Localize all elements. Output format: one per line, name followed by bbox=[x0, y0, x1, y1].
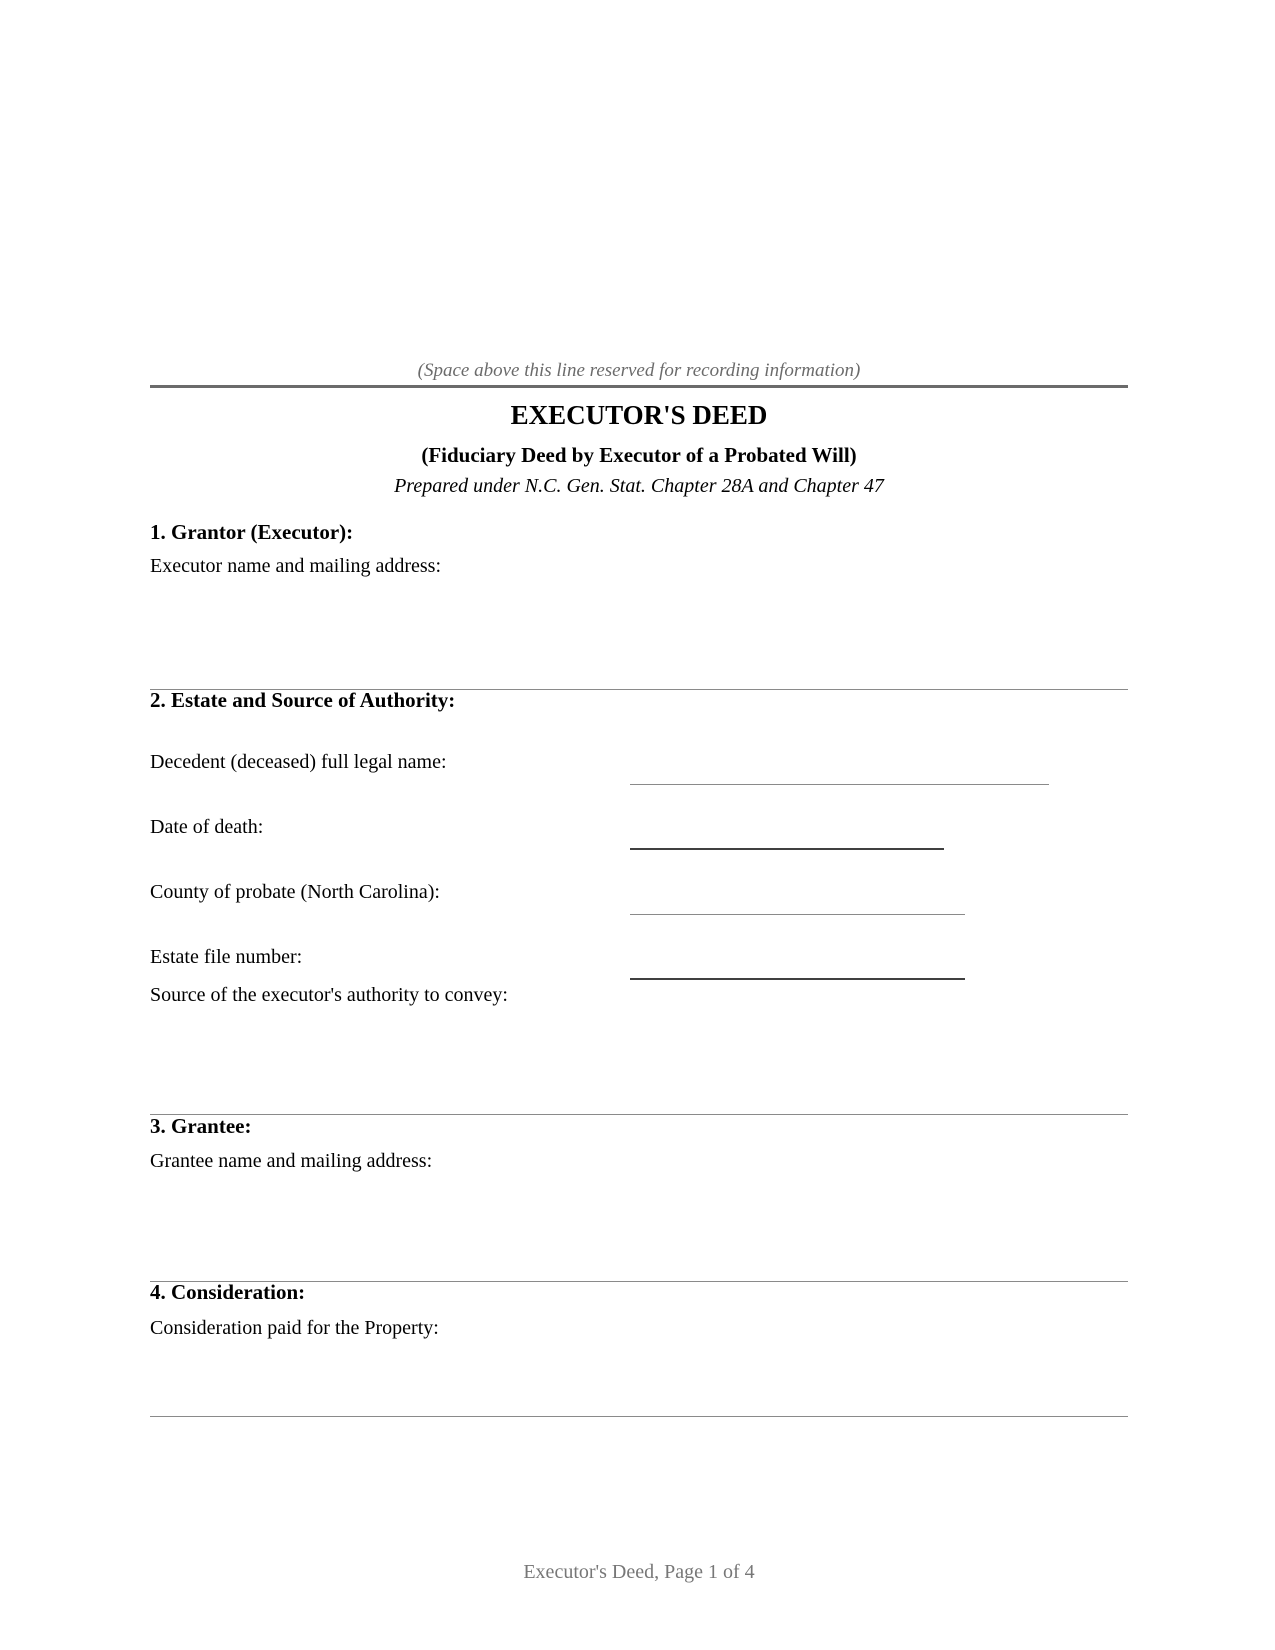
document-subtitle: (Fiduciary Deed by Executor of a Probated Will) bbox=[421, 443, 857, 467]
authority-source-label: Source of the executor's authority to convey: bbox=[150, 984, 508, 1006]
estate-heading: 2. Estate and Source of Authority: bbox=[150, 688, 456, 712]
date-of-death-fill-line[interactable] bbox=[630, 848, 944, 850]
date-of-death-label: Date of death: bbox=[150, 816, 264, 838]
estate-file-number-fill-line[interactable] bbox=[630, 978, 965, 980]
recording-divider bbox=[150, 385, 1128, 388]
grantor-heading: 1. Grantor (Executor): bbox=[150, 520, 354, 544]
statute-reference: Prepared under N.C. Gen. Stat. Chapter 28A and Chapter 47 bbox=[394, 475, 884, 497]
estate-file-number-label: Estate file number: bbox=[150, 946, 303, 968]
estate-section-rule bbox=[150, 1114, 1128, 1115]
decedent-name-label: Decedent (deceased) full legal name: bbox=[150, 751, 447, 773]
consideration-heading: 4. Consideration: bbox=[150, 1280, 306, 1304]
decedent-name-fill-line[interactable] bbox=[630, 784, 1049, 785]
consideration-label: Consideration paid for the Property: bbox=[150, 1317, 439, 1339]
page-footer: Executor's Deed, Page 1 of 4 bbox=[523, 1561, 755, 1583]
county-of-probate-label: County of probate (North Carolina): bbox=[150, 881, 440, 903]
county-of-probate-fill-line[interactable] bbox=[630, 914, 965, 915]
executor-address-label: Executor name and mailing address: bbox=[150, 555, 442, 577]
document-title: EXECUTOR'S DEED bbox=[510, 400, 768, 430]
recording-space-note: (Space above this line reserved for recording information) bbox=[417, 360, 861, 381]
consideration-section-rule bbox=[150, 1416, 1128, 1417]
grantee-heading: 3. Grantee: bbox=[150, 1114, 252, 1138]
grantee-address-label: Grantee name and mailing address: bbox=[150, 1150, 433, 1172]
